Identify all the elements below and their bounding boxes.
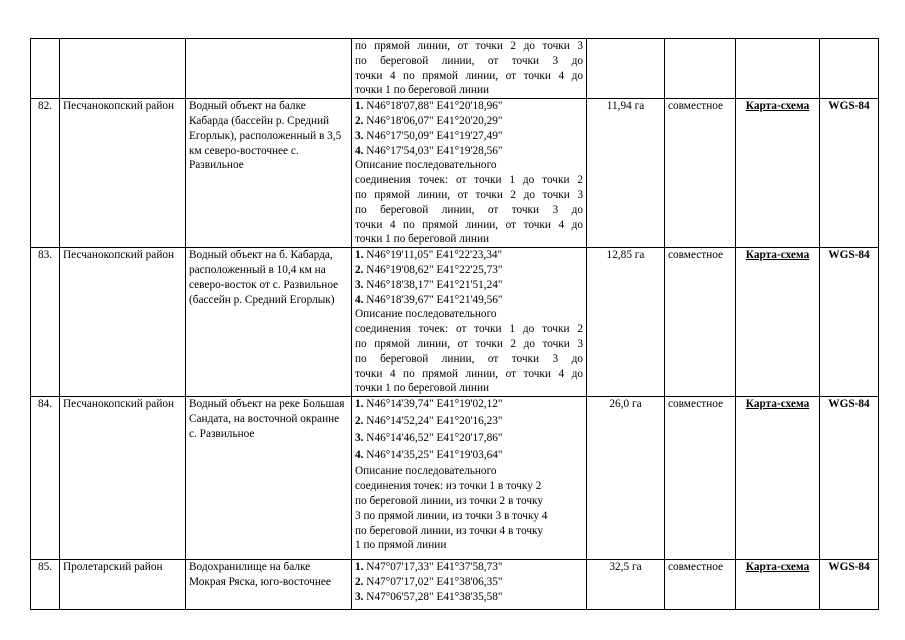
coordinates-cell — [352, 560, 587, 610]
table-row — [31, 560, 879, 610]
coordinate-point: 1. N46°18'07,88" E41°20'18,96" — [355, 100, 503, 113]
table-row-continuation — [31, 39, 879, 99]
coordinates-cell — [352, 397, 587, 560]
description-line: по прямой линии, от точки 2 до точки 3 — [355, 40, 583, 52]
description-line: точки 4 по прямой линии, от точки 4 до — [355, 367, 583, 380]
use-type: совместное — [665, 397, 736, 560]
coordinate-point: 2. N46°14'52,24" E41°20'16,23" — [355, 414, 503, 427]
row-number: 83. — [31, 248, 60, 397]
description-line: соединения точек: из точки 1 в точку 2 — [355, 480, 542, 493]
coordinate-point: 4. N46°14'35,25" E41°19'03,64" — [355, 448, 503, 461]
table-row — [31, 99, 879, 248]
coordinates-cell — [352, 248, 587, 397]
district-name: Песчанокопский район — [60, 397, 186, 560]
map-scheme-link[interactable]: Карта-схема — [736, 99, 820, 248]
map-scheme-link[interactable]: Карта-схема — [736, 248, 820, 397]
description-line: 3 по прямой линии, из точки 3 в точку 4 — [355, 509, 548, 522]
area-value: 12,85 га — [587, 248, 665, 397]
district-name: Песчанокопский район — [60, 99, 186, 248]
coordinate-point: 3. N47°06'57,28" E41°38'35,58" — [355, 590, 503, 603]
description-line: Описание последовательного — [355, 159, 497, 172]
use-type-cell — [665, 39, 736, 99]
district-name: Пролетарский район — [60, 560, 186, 610]
coordinate-point: 3. N46°17'50,09" E41°19'27,49" — [355, 129, 503, 142]
description-line: точки 4 по прямой линии, от точки 4 до — [355, 218, 583, 231]
coordinate-point: 1. N46°19'11,05" E41°22'23,34" — [355, 249, 503, 262]
description-line: по береговой линии, из точки 2 в точку — [355, 494, 543, 507]
description-line: соединения точек: от точки 1 до точки 2 — [355, 174, 583, 187]
description-line: по береговой линии, из точки 4 в точку — [355, 524, 543, 537]
description-line: по прямой линии, от точки 2 до точки 3 — [355, 337, 583, 350]
coordinate-point: 2. N47°07'17,02" E41°38'06,35" — [355, 575, 503, 588]
table-row — [31, 397, 879, 560]
coordinate-system-cell — [820, 39, 879, 99]
description-line: по береговой линии, от точки 3 до — [355, 203, 583, 216]
description-line: соединения точек: от точки 1 до точки 2 — [355, 323, 583, 336]
coordinates-cell — [352, 99, 587, 248]
water-object-description: Водный объект на б. Кабарда, расположенный в 10,4 км на северо-восток от с. Развильное (бассейн р. Средний Егорлык) — [186, 248, 352, 397]
coordinate-system: WGS-84 — [820, 248, 879, 397]
description-line: Описание последовательного — [355, 465, 497, 478]
water-object-description: Водный объект на балке Кабарда (бассейн р. Средний Егорлык), расположенный в 3,5 км северо-восточнее с. Развильное — [186, 99, 352, 248]
coordinate-point: 1. N46°14'39,74" E41°19'02,12" — [355, 398, 503, 411]
row-number: 85. — [31, 560, 60, 610]
coordinate-system: WGS-84 — [820, 397, 879, 560]
use-type: совместное — [665, 99, 736, 248]
row-number-cell — [31, 39, 60, 99]
register-table — [30, 38, 879, 610]
coordinate-system: WGS-84 — [820, 560, 879, 610]
description-line: точки 1 по береговой линии — [355, 84, 490, 97]
map-scheme-link[interactable]: Карта-схема — [736, 397, 820, 560]
row-number: 82. — [31, 99, 60, 248]
description-line: по прямой линии, от точки 2 до точки 3 — [355, 188, 583, 201]
description-line: точки 1 по береговой линии — [355, 382, 490, 395]
water-object-description: Водный объект на реке Большая Сандата, на восточной окраине с. Развильное — [186, 397, 352, 560]
coordinate-point: 4. N46°18'39,67" E41°21'49,56" — [355, 293, 503, 306]
description-line: 1 по прямой линии — [355, 539, 447, 552]
coordinate-point: 2. N46°18'06,07" E41°20'20,29" — [355, 114, 503, 127]
coordinate-point: 4. N46°17'54,03" E41°19'28,56" — [355, 144, 503, 157]
map-link-cell — [736, 39, 820, 99]
description-line: по береговой линии, от точки 3 до — [355, 352, 583, 365]
coordinate-system: WGS-84 — [820, 99, 879, 248]
use-type: совместное — [665, 248, 736, 397]
coordinate-point: 3. N46°18'38,17" E41°21'51,24" — [355, 278, 503, 291]
table-row — [31, 248, 879, 397]
area-value: 11,94 га — [587, 99, 665, 248]
description-line: точки 4 по прямой линии, от точки 4 до — [355, 69, 583, 82]
district-cell — [60, 39, 186, 99]
coordinate-point: 2. N46°19'08,62" E41°22'25,73" — [355, 263, 503, 276]
water-object-description: Водохранилище на балке Мокрая Ряска, юго-восточнее — [186, 560, 352, 610]
coordinates-cell — [352, 39, 587, 99]
area-value: 26,0 га — [587, 397, 665, 560]
area-cell — [587, 39, 665, 99]
area-value: 32,5 га — [587, 560, 665, 610]
row-number: 84. — [31, 397, 60, 560]
description-line: точки 1 по береговой линии — [355, 233, 490, 246]
description-line: Описание последовательного — [355, 308, 497, 321]
coordinate-point: 3. N46°14'46,52" E41°20'17,86" — [355, 431, 503, 444]
map-scheme-link[interactable]: Карта-схема — [736, 560, 820, 610]
district-name: Песчанокопский район — [60, 248, 186, 397]
coordinate-point: 1. N47°07'17,33" E41°37'58,73" — [355, 561, 503, 574]
description-line: по береговой линии, от точки 3 до — [355, 54, 583, 67]
object-cell — [186, 39, 352, 99]
use-type: совместное — [665, 560, 736, 610]
